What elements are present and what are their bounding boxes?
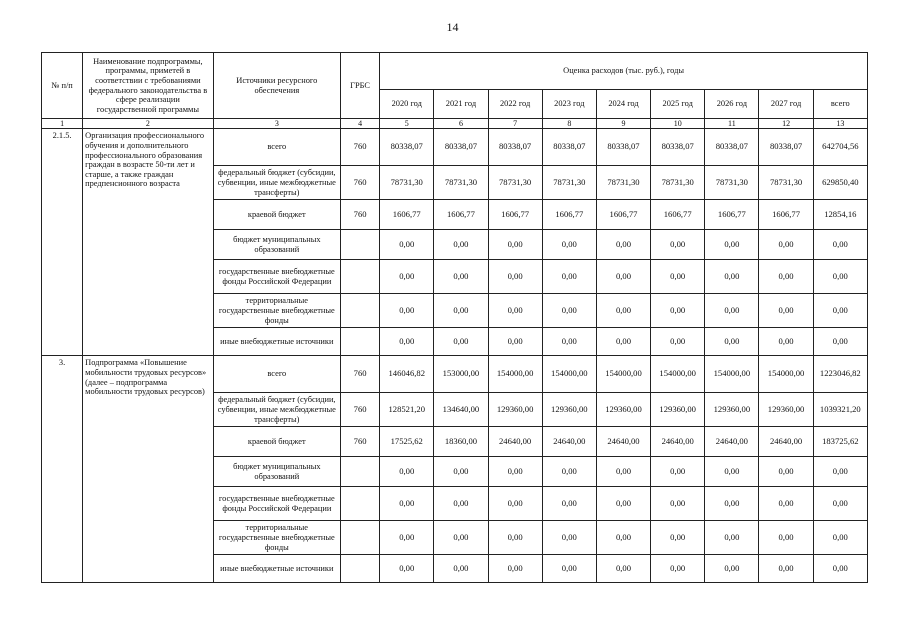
column-index: 1	[42, 119, 83, 129]
header-num: № п/п	[42, 53, 83, 119]
year-value: 0,00	[542, 555, 596, 583]
year-value: 0,00	[542, 260, 596, 294]
year-value: 0,00	[380, 555, 434, 583]
year-value: 129360,00	[596, 393, 650, 427]
year-value: 80338,07	[380, 129, 434, 166]
year-value: 129360,00	[759, 393, 813, 427]
grbs-code	[341, 230, 380, 260]
year-value: 0,00	[705, 555, 759, 583]
year-value: 154000,00	[759, 356, 813, 393]
header-grbs: ГРБС	[341, 53, 380, 119]
funding-source: всего	[213, 356, 340, 393]
funding-source: краевой бюджет	[213, 200, 340, 230]
year-value: 0,00	[380, 294, 434, 328]
total-value: 1039321,20	[813, 393, 867, 427]
year-value: 0,00	[759, 555, 813, 583]
year-value: 0,00	[434, 457, 488, 487]
year-value: 1606,77	[434, 200, 488, 230]
grbs-code	[341, 328, 380, 356]
year-value: 134640,00	[434, 393, 488, 427]
grbs-code: 760	[341, 427, 380, 457]
table-row	[42, 129, 868, 166]
header-year: 2022 год	[488, 90, 542, 119]
grbs-code: 760	[341, 129, 380, 166]
year-value: 0,00	[380, 457, 434, 487]
header-name: Наименование подпрограммы, программы, приметей в соответствии с требованиями федерального законодательства в сфере реализации государственной программы	[83, 53, 213, 119]
section-name: Организация профессионального обучения и дополнительного профессионального образования граждан в возрасте 50-ти лет и старше, а также граждан предпенсионного возраста	[83, 129, 213, 356]
year-value: 1606,77	[651, 200, 705, 230]
grbs-code	[341, 294, 380, 328]
year-value: 78731,30	[596, 166, 650, 200]
year-value: 0,00	[596, 328, 650, 356]
year-value: 0,00	[488, 328, 542, 356]
total-value: 0,00	[813, 555, 867, 583]
column-index: 13	[813, 119, 867, 129]
year-value: 18360,00	[434, 427, 488, 457]
year-value: 129360,00	[705, 393, 759, 427]
year-value: 0,00	[596, 521, 650, 555]
header-year: всего	[813, 90, 867, 119]
column-index: 3	[213, 119, 340, 129]
year-value: 0,00	[434, 230, 488, 260]
section-name: Подпрограмма «Повышение мобильности трудовых ресурсов» (далее – подпрограмма мобильности трудовых ресурсов)	[83, 356, 213, 583]
year-value: 1606,77	[488, 200, 542, 230]
year-value: 0,00	[705, 230, 759, 260]
year-value: 0,00	[651, 555, 705, 583]
year-value: 24640,00	[759, 427, 813, 457]
section-number: 3.	[42, 356, 83, 583]
total-value: 0,00	[813, 521, 867, 555]
grbs-code	[341, 260, 380, 294]
grbs-code	[341, 521, 380, 555]
year-value: 129360,00	[651, 393, 705, 427]
year-value: 24640,00	[542, 427, 596, 457]
year-value: 0,00	[488, 457, 542, 487]
year-value: 0,00	[434, 487, 488, 521]
year-value: 0,00	[651, 260, 705, 294]
total-value: 629850,40	[813, 166, 867, 200]
header-estimate: Оценка расходов (тыс. руб.), годы	[380, 53, 868, 90]
year-value: 0,00	[434, 294, 488, 328]
year-value: 0,00	[759, 487, 813, 521]
year-value: 0,00	[434, 260, 488, 294]
total-value: 1223046,82	[813, 356, 867, 393]
year-value: 0,00	[705, 457, 759, 487]
year-value: 0,00	[651, 521, 705, 555]
funding-source: государственные внебюджетные фонды Российской Федерации	[213, 487, 340, 521]
grbs-code	[341, 555, 380, 583]
column-index: 8	[542, 119, 596, 129]
grbs-code: 760	[341, 200, 380, 230]
year-value: 0,00	[596, 260, 650, 294]
year-value: 78731,30	[651, 166, 705, 200]
funding-source: федеральный бюджет (субсидии, субвенции, иные межбюджетные трансферты)	[213, 393, 340, 427]
year-value: 80338,07	[434, 129, 488, 166]
year-value: 154000,00	[651, 356, 705, 393]
year-value: 0,00	[488, 555, 542, 583]
year-value: 0,00	[596, 294, 650, 328]
header-year: 2021 год	[434, 90, 488, 119]
funding-source: территориальные государственные внебюджетные фонды	[213, 521, 340, 555]
budget-table	[41, 52, 868, 583]
header-year: 2026 год	[705, 90, 759, 119]
year-value: 80338,07	[596, 129, 650, 166]
grbs-code: 760	[341, 356, 380, 393]
year-value: 1606,77	[596, 200, 650, 230]
year-value: 0,00	[488, 230, 542, 260]
header-year: 2023 год	[542, 90, 596, 119]
year-value: 129360,00	[488, 393, 542, 427]
year-value: 0,00	[596, 457, 650, 487]
header-year: 2025 год	[651, 90, 705, 119]
year-value: 0,00	[651, 328, 705, 356]
funding-source: территориальные государственные внебюджетные фонды	[213, 294, 340, 328]
year-value: 0,00	[434, 521, 488, 555]
funding-source: государственные внебюджетные фонды Российской Федерации	[213, 260, 340, 294]
year-value: 1606,77	[542, 200, 596, 230]
year-value: 146046,82	[380, 356, 434, 393]
year-value: 1606,77	[380, 200, 434, 230]
total-value: 0,00	[813, 328, 867, 356]
year-value: 0,00	[759, 230, 813, 260]
column-index: 5	[380, 119, 434, 129]
year-value: 78731,30	[380, 166, 434, 200]
year-value: 0,00	[651, 487, 705, 521]
column-index: 9	[596, 119, 650, 129]
year-value: 0,00	[705, 294, 759, 328]
year-value: 0,00	[759, 294, 813, 328]
year-value: 0,00	[651, 457, 705, 487]
year-value: 0,00	[380, 230, 434, 260]
grbs-code: 760	[341, 393, 380, 427]
year-value: 80338,07	[759, 129, 813, 166]
header-year: 2020 год	[380, 90, 434, 119]
year-value: 78731,30	[542, 166, 596, 200]
year-value: 0,00	[596, 230, 650, 260]
column-index: 11	[705, 119, 759, 129]
column-index: 12	[759, 119, 813, 129]
year-value: 0,00	[488, 294, 542, 328]
funding-source: бюджет муниципальных образований	[213, 457, 340, 487]
column-index: 2	[83, 119, 213, 129]
funding-source: иные внебюджетные источники	[213, 328, 340, 356]
year-value: 0,00	[759, 457, 813, 487]
year-value: 24640,00	[596, 427, 650, 457]
year-value: 0,00	[542, 230, 596, 260]
column-index: 7	[488, 119, 542, 129]
year-value: 80338,07	[488, 129, 542, 166]
year-value: 0,00	[596, 555, 650, 583]
year-value: 0,00	[380, 260, 434, 294]
year-value: 0,00	[705, 260, 759, 294]
funding-source: иные внебюджетные источники	[213, 555, 340, 583]
year-value: 17525,62	[380, 427, 434, 457]
year-value: 0,00	[488, 487, 542, 521]
year-value: 1606,77	[759, 200, 813, 230]
column-index: 4	[341, 119, 380, 129]
year-value: 154000,00	[488, 356, 542, 393]
header-source: Источники ресурсного обеспечения	[213, 53, 340, 119]
year-value: 154000,00	[542, 356, 596, 393]
year-value: 0,00	[542, 521, 596, 555]
year-value: 80338,07	[705, 129, 759, 166]
column-index: 10	[651, 119, 705, 129]
year-value: 0,00	[759, 521, 813, 555]
year-value: 0,00	[651, 230, 705, 260]
year-value: 153000,00	[434, 356, 488, 393]
year-value: 0,00	[542, 328, 596, 356]
year-value: 0,00	[759, 328, 813, 356]
year-value: 80338,07	[651, 129, 705, 166]
year-value: 129360,00	[542, 393, 596, 427]
funding-source: бюджет муниципальных образований	[213, 230, 340, 260]
total-value: 0,00	[813, 230, 867, 260]
year-value: 24640,00	[488, 427, 542, 457]
year-value: 0,00	[596, 487, 650, 521]
year-value: 154000,00	[596, 356, 650, 393]
year-value: 0,00	[705, 521, 759, 555]
header-year: 2024 год	[596, 90, 650, 119]
year-value: 0,00	[488, 521, 542, 555]
year-value: 0,00	[542, 294, 596, 328]
year-value: 24640,00	[705, 427, 759, 457]
section-number: 2.1.5.	[42, 129, 83, 356]
year-value: 0,00	[651, 294, 705, 328]
total-value: 0,00	[813, 294, 867, 328]
total-value: 0,00	[813, 487, 867, 521]
column-index: 6	[434, 119, 488, 129]
year-value: 0,00	[542, 487, 596, 521]
year-value: 0,00	[380, 328, 434, 356]
total-value: 0,00	[813, 260, 867, 294]
year-value: 0,00	[380, 487, 434, 521]
total-value: 183725,62	[813, 427, 867, 457]
year-value: 0,00	[705, 328, 759, 356]
year-value: 0,00	[434, 555, 488, 583]
year-value: 0,00	[434, 328, 488, 356]
grbs-code	[341, 457, 380, 487]
grbs-code	[341, 487, 380, 521]
total-value: 642704,56	[813, 129, 867, 166]
funding-source: федеральный бюджет (субсидии, субвенции, иные межбюджетные трансферты)	[213, 166, 340, 200]
year-value: 154000,00	[705, 356, 759, 393]
grbs-code: 760	[341, 166, 380, 200]
total-value: 12854,16	[813, 200, 867, 230]
year-value: 0,00	[542, 457, 596, 487]
funding-source: краевой бюджет	[213, 427, 340, 457]
year-value: 78731,30	[488, 166, 542, 200]
year-value: 1606,77	[705, 200, 759, 230]
year-value: 24640,00	[651, 427, 705, 457]
total-value: 0,00	[813, 457, 867, 487]
funding-source: всего	[213, 129, 340, 166]
year-value: 128521,20	[380, 393, 434, 427]
year-value: 0,00	[488, 260, 542, 294]
year-value: 78731,30	[705, 166, 759, 200]
year-value: 0,00	[705, 487, 759, 521]
year-value: 78731,30	[434, 166, 488, 200]
year-value: 80338,07	[542, 129, 596, 166]
page-number: 14	[446, 20, 459, 34]
year-value: 0,00	[759, 260, 813, 294]
table-row	[42, 356, 868, 393]
year-value: 78731,30	[759, 166, 813, 200]
year-value: 0,00	[380, 521, 434, 555]
header-year: 2027 год	[759, 90, 813, 119]
